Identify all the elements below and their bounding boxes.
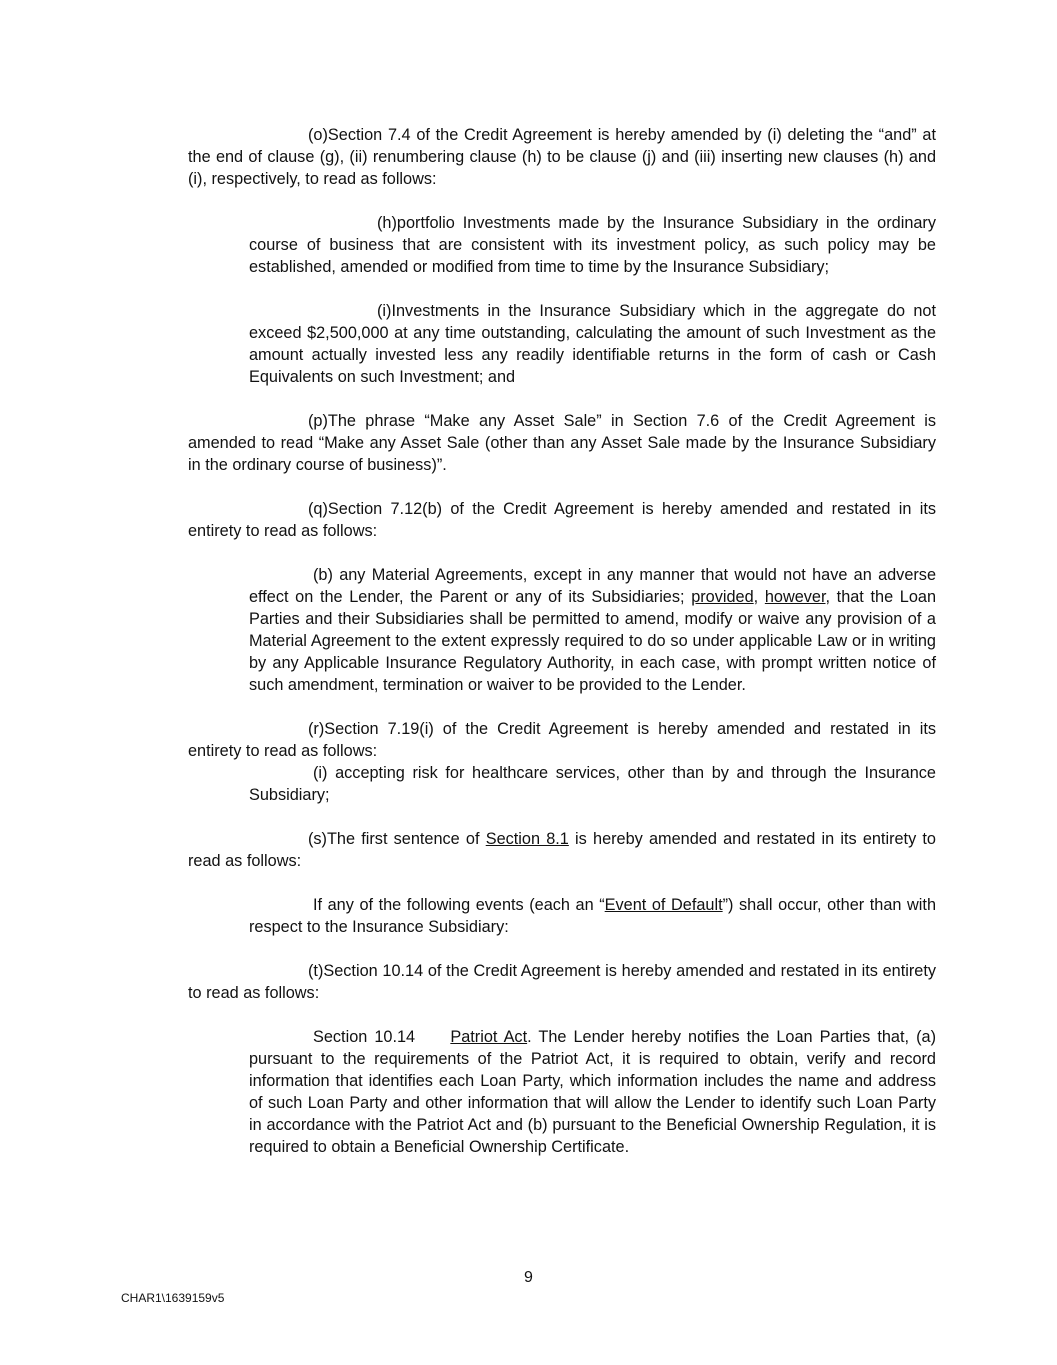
clause-b-text-1: (b) any Material Agreements, except in any manner that would not have an adverse effect on the Lender, the Parent or any of its Subsidiaries;	[249, 566, 936, 606]
patriot-act-text: . The Lender hereby notifies the Loan Parties that, (a) pursuant to the requirements of the Patriot Act, it is required to obtain, verify and record information that identifies each Loan Party, which information includes the name and address of such Loan Party and other information that will allow the Lender to identify such Loan Party in accordance with the Patriot Act and (b) pursuant to the Beneficial Ownership Regulation, it is required to obtain a Beneficial Ownership Certificate.	[249, 1028, 936, 1156]
paragraph-p-text: The phrase “Make any Asset Sale” in Section 7.6 of the Credit Agreement is amended to read “Make any Asset Sale (other than any Asset Sale made by the Insurance Subsidiary in the ordinary course of business)”.	[188, 412, 936, 474]
clause-b	[249, 564, 936, 696]
clause-h	[249, 212, 936, 278]
patriot-act-heading: Patriot Act	[450, 1028, 528, 1046]
clause-i-text: Investments in the Insurance Subsidiary which in the aggregate do not exceed $2,500,000 at any time outstanding, calculating the amount of such Investment as the amount actually invested less any readily identifiable returns in the form of cash or Cash Equivalents on such Investment; and	[249, 302, 936, 386]
event-quote-text-2: ”) shall occur, other than with respect to the Insurance Subsidiary:	[249, 896, 936, 936]
clause-b-text-2: , that the Loan Parties and their Subsidiaries shall be permitted to amend, modify or waive any provision of a Material Agreement to the extent expressly required to do so under applicable Law or in writing by any Applicable Insurance Regulatory Authority, in each case, with prompt written notice of such amendment, termination or waiver to be provided to the Lender.	[249, 588, 936, 694]
however-term: however	[764, 588, 826, 606]
paragraph-o	[188, 124, 936, 190]
clause-i-label: (i)	[377, 302, 392, 320]
paragraph-s-label: (s)	[308, 830, 327, 848]
patriot-act-quote	[249, 1026, 936, 1158]
paragraph-q-text: Section 7.12(b) of the Credit Agreement is hereby amended and restated in its entirety to read as follows:	[188, 500, 936, 540]
clause-b-separator: ,	[753, 588, 765, 606]
clause-r-i	[249, 762, 936, 806]
paragraph-p	[188, 410, 936, 476]
clause-r-i-text: (i) accepting risk for healthcare services, other than by and through the Insurance Subsidiary;	[249, 764, 936, 804]
paragraph-t	[188, 960, 936, 1004]
event-of-default-term: Event of Default	[604, 896, 723, 914]
paragraph-r	[188, 718, 936, 762]
page-number: 9	[524, 1269, 533, 1286]
paragraph-q-label: (q)	[308, 500, 328, 518]
paragraph-o-text: Section 7.4 of the Credit Agreement is hereby amended by (i) deleting the “and” at the end of clause (g), (ii) renumbering clause (h) to be clause (j) and (iii) inserting new clauses (h) and (i), respectively, to read as follows:	[188, 126, 936, 188]
paragraph-o-label: (o)	[308, 126, 328, 144]
section-10-14-label: Section 10.14	[313, 1028, 416, 1046]
provided-term: provided	[691, 588, 754, 606]
paragraph-r-label: (r)	[308, 720, 325, 738]
section-8-1-reference: Section 8.1	[485, 830, 569, 848]
paragraph-s	[188, 828, 936, 872]
paragraph-t-text: Section 10.14 of the Credit Agreement is hereby amended and restated in its entirety to read as follows:	[188, 962, 936, 1002]
clause-i	[249, 300, 936, 388]
document-page	[188, 124, 936, 1180]
paragraph-r-text: Section 7.19(i) of the Credit Agreement is hereby amended and restated in its entirety to read as follows:	[188, 720, 936, 760]
clause-h-text: portfolio Investments made by the Insurance Subsidiary in the ordinary course of business that are consistent with its investment policy, as such policy may be established, amended or modified from time to time by the Insurance Subsidiary;	[249, 214, 936, 276]
clause-h-label: (h)	[377, 214, 397, 232]
paragraph-p-label: (p)	[308, 412, 328, 430]
paragraph-s-text-2: is hereby amended and restated in its entirety to read as follows:	[188, 830, 936, 870]
paragraph-t-label: (t)	[308, 962, 324, 980]
paragraph-q	[188, 498, 936, 542]
document-footer-id: CHAR1\1639159v5	[121, 1291, 225, 1305]
event-of-default-quote	[249, 894, 936, 938]
paragraph-s-text-1: The first sentence of	[326, 830, 486, 848]
event-quote-text-1: If any of the following events (each an “	[313, 896, 605, 914]
